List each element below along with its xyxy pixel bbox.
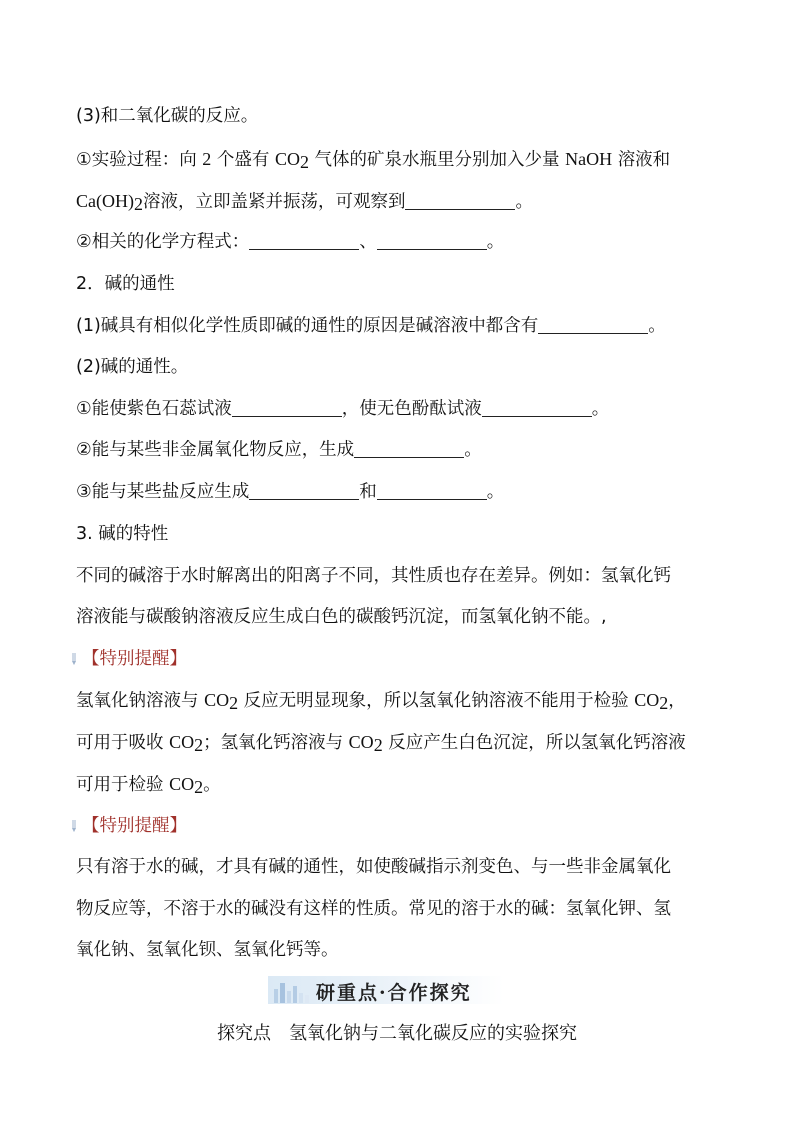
remark-heading bbox=[76, 647, 734, 671]
text-run: ②相关的化学方程式： bbox=[76, 232, 250, 252]
formula: CO bbox=[204, 690, 230, 710]
exploration-title: 探究点 氢氧化钠与二氧化碳反应的实验探究 bbox=[217, 1023, 577, 1044]
answer-blank[interactable] bbox=[249, 231, 359, 250]
section-heading: 3. 碱的特性 bbox=[76, 524, 169, 544]
text-run: 反应产生白色沉淀，所以氢氧化钙溶液 bbox=[388, 733, 686, 753]
text-line bbox=[76, 355, 734, 379]
banner-title: 研重点·合作探究 bbox=[316, 982, 472, 1004]
text-run: ；氢氧化钙溶液与 bbox=[203, 733, 344, 753]
text-run: 个盛有 bbox=[216, 150, 270, 170]
section-banner bbox=[268, 976, 504, 1004]
text-run: 只有溶于水的碱，才具有碱的通性，如使酸碱指示剂变色、与一些非金属氧化 bbox=[76, 857, 671, 877]
text-run: 氢氧化钠溶液与 bbox=[76, 691, 199, 711]
remark-label: 【特别提醒】 bbox=[82, 649, 187, 669]
text-run: 溶液，立即盖紧并振荡，可观察到 bbox=[142, 192, 406, 212]
text-run: 反应无明显现象，所以氢氧化钠溶液不能用于检验 bbox=[243, 691, 629, 711]
text-run: 和 bbox=[359, 482, 377, 502]
text-line bbox=[76, 688, 734, 713]
remark-label: 【特别提醒】 bbox=[82, 816, 187, 836]
text-run: 氧化钠、氢氧化钡、氢氧化钙等。 bbox=[76, 940, 339, 960]
formula: Ca(OH) bbox=[76, 191, 134, 211]
text-line bbox=[76, 772, 734, 797]
text-line bbox=[76, 230, 734, 254]
text-run: 。 bbox=[648, 316, 666, 336]
text-run: 。 bbox=[486, 482, 505, 502]
text-run: 。 bbox=[486, 232, 505, 252]
answer-blank[interactable] bbox=[232, 398, 342, 417]
text-line bbox=[76, 855, 734, 879]
answer-blank[interactable] bbox=[249, 481, 359, 500]
pencil-icon bbox=[70, 819, 80, 833]
formula: CO bbox=[274, 149, 300, 169]
item-heading: (2)碱的通性。 bbox=[76, 357, 189, 377]
text-run: 气体的矿泉水瓶里分别加入少量 bbox=[314, 150, 560, 170]
subscript: 2 bbox=[373, 735, 383, 755]
text-run: 。 bbox=[203, 775, 221, 795]
text-run: 不同的碱溶于水时解离出的阳离子不同，其性质也存在差异。例如：氢氧化钙 bbox=[76, 566, 671, 586]
text-line bbox=[76, 189, 734, 214]
formula: CO bbox=[169, 732, 195, 752]
text-line bbox=[76, 480, 734, 504]
answer-blank[interactable] bbox=[538, 315, 648, 334]
text-line bbox=[76, 314, 734, 338]
subscript: 2 bbox=[194, 735, 204, 755]
formula: CO bbox=[348, 732, 374, 752]
text-run: 2 bbox=[202, 149, 212, 169]
text-run: 。 bbox=[464, 440, 482, 460]
text-run: ， bbox=[668, 691, 686, 711]
text-run: (1)碱具有相似化学性质即碱的通性的原因是碱溶液中都含有 bbox=[76, 316, 539, 336]
section-heading: 2．碱的通性 bbox=[76, 274, 175, 294]
text-run: ③能与某些盐反应生成 bbox=[76, 482, 250, 502]
formula: CO bbox=[634, 690, 660, 710]
subscript: 2 bbox=[229, 693, 239, 713]
text-run: ①能使紫色石蕊试液 bbox=[76, 399, 232, 419]
text-run: 。 bbox=[591, 399, 610, 419]
text-line bbox=[76, 522, 734, 546]
answer-blank[interactable] bbox=[377, 481, 487, 500]
text-line bbox=[76, 730, 734, 755]
text-run: 可用于检验 bbox=[76, 775, 164, 795]
remark-heading bbox=[76, 814, 734, 838]
answer-blank[interactable] bbox=[354, 439, 464, 458]
subscript: 2 bbox=[133, 194, 143, 214]
text-run: 、 bbox=[359, 232, 377, 252]
text-run: 溶液能与碳酸钠溶液反应生成白色的碳酸钙沉淀，而氢氧化钠不能。, bbox=[76, 607, 607, 627]
formula: NaOH bbox=[565, 149, 613, 169]
answer-blank[interactable] bbox=[405, 191, 515, 210]
answer-blank[interactable] bbox=[482, 398, 592, 417]
text-line bbox=[76, 897, 734, 921]
pencil-icon bbox=[70, 652, 80, 666]
text-line bbox=[76, 938, 734, 962]
answer-blank[interactable] bbox=[377, 231, 487, 250]
subscript: 2 bbox=[659, 693, 669, 713]
text-run: 溶液和 bbox=[617, 150, 671, 170]
text-line bbox=[76, 147, 734, 172]
subscript: 2 bbox=[194, 777, 204, 797]
text-line bbox=[76, 564, 734, 588]
text-run: 。 bbox=[515, 192, 533, 212]
text-run: ②能与某些非金属氧化物反应，生成 bbox=[76, 440, 355, 460]
text-line bbox=[76, 104, 734, 128]
text-line bbox=[76, 438, 734, 462]
formula: CO bbox=[169, 774, 195, 794]
text-line bbox=[76, 272, 734, 296]
text-run: ①实验过程：向 bbox=[76, 150, 197, 170]
building-bars-icon bbox=[272, 979, 312, 1003]
text-run: 物反应等，不溶于水的碱没有这样的性质。常见的溶于水的碱：氢氧化钾、氢 bbox=[76, 899, 671, 919]
text-line bbox=[76, 605, 734, 629]
text-run: ，使无色酚酞试液 bbox=[341, 399, 482, 419]
text-run: 可用于吸收 bbox=[76, 733, 164, 753]
item-heading: (3)和二氧化碳的反应。 bbox=[76, 106, 259, 126]
text-line bbox=[76, 397, 734, 421]
subscript: 2 bbox=[299, 152, 309, 172]
